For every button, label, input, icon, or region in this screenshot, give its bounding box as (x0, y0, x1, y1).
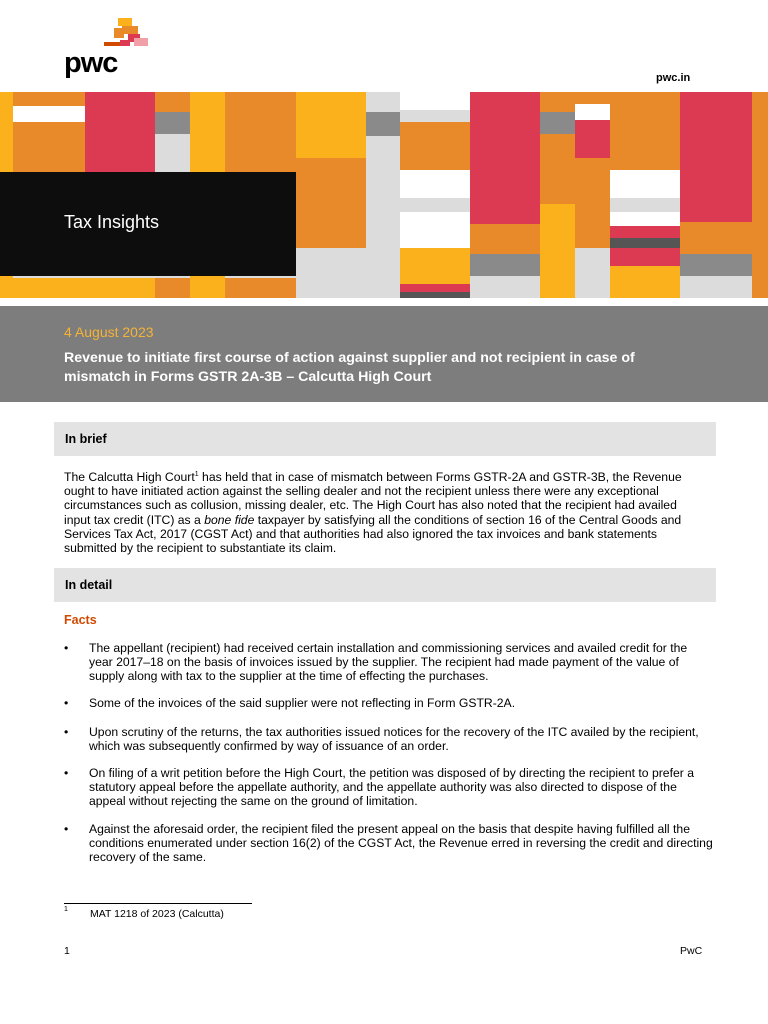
bullet-icon: • (64, 725, 69, 739)
footnote-number: 1 (64, 906, 68, 913)
banner-title-box (0, 172, 296, 276)
page-number: 1 (64, 945, 70, 957)
section-header-in-detail (54, 568, 716, 602)
bullet-icon: • (64, 822, 69, 836)
pwc-logo-mark-icon (104, 18, 148, 48)
list-item-text: The appellant (recipient) had received certain installation and commissioning services and availed credit for the year 2017–18 on the basis of invoices issued by the supplier. The recipient had made payment of the value of supply along with tax to the supplier at the time of effecting the purchases. (89, 641, 688, 684)
in-brief-paragraph (64, 470, 704, 555)
text-run: taxpayer by satisfying all the conditions of section 16 of the Central Goods and Services Tax Act, 2017 (CGST Act) and that authorities had also ignored the tax invoices and bank statements submitted by the recipient to substantiate its claim. (64, 512, 682, 556)
footnote-divider (64, 903, 252, 904)
text-run: The Calcutta High Court (64, 470, 195, 484)
footer-brand: PwC (680, 945, 703, 957)
article-title: Revenue to initiate first course of action against supplier and not recipient in case of mismatch in Forms GSTR 2A-3B – Calcutta High Court (64, 350, 635, 385)
list-item-text: Some of the invoices of the said supplier were not reflecting in Form GSTR-2A. (89, 696, 516, 710)
facts-subheading: Facts (64, 613, 97, 627)
bullet-icon: • (64, 641, 69, 655)
italic-run: bone fide (204, 512, 255, 527)
bullet-icon: • (64, 696, 69, 710)
footnote-ref[interactable]: 1 (194, 470, 199, 478)
banner-title: Tax Insights (64, 212, 160, 232)
footnote-text: MAT 1218 of 2023 (Calcutta) (90, 908, 224, 920)
section-header-in-brief (54, 422, 716, 456)
publication-date: 4 August 2023 (64, 324, 154, 340)
list-item-text: Upon scrutiny of the returns, the tax authorities issued notices for the recovery of the ITC availed by the recipient, which was subsequently confirmed by way of issuance of an order. (89, 725, 699, 754)
site-link[interactable]: pwc.in (656, 72, 691, 84)
section-heading: In detail (65, 578, 113, 592)
section-heading: In brief (65, 432, 107, 446)
list-item-text: On filing of a writ petition before the High Court, the petition was disposed of by directing the recipient to prefer a statutory appeal before the appellate authority, and the appellate authority was also directed to dispose of the appeal without rejecting the same on the ground of limitation. (89, 766, 694, 809)
text-run: has held that in case of mismatch between Forms GSTR-2A and GSTR-3B, the Revenue ought to have initiated action against the selling dealer and not the recipient unless there were any exceptional circumstances such as collusion, missing dealer, etc. The High Court has also noted that the recipient had availed input tax credit (ITC) as a (64, 470, 682, 527)
bullet-icon: • (64, 766, 69, 780)
list-item-text: Against the aforesaid order, the recipient filed the present appeal on the basis that despite having fulfilled all the conditions enumerated under section 16(2) of the CGST Act, the Revenue erred in reversing the credit and directing recovery of the same. (89, 822, 713, 865)
pwc-logo-text: pwc (64, 47, 118, 79)
